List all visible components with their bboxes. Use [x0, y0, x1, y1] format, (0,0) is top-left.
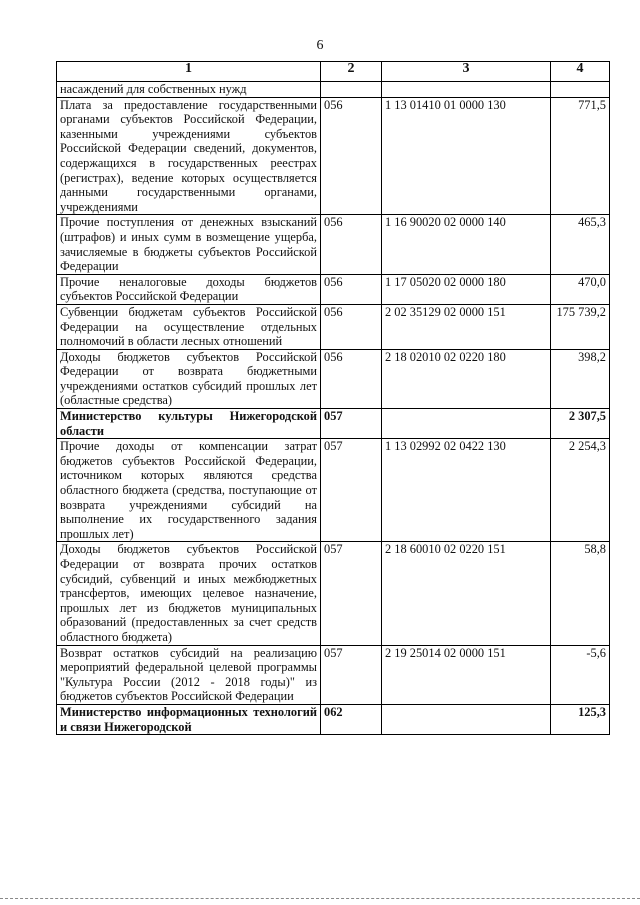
table-row: [57, 97, 610, 215]
table-row: [57, 542, 610, 645]
row-classification-code: [382, 704, 551, 734]
row-admin-code: 056: [321, 215, 382, 274]
table-header-row: [57, 62, 610, 82]
row-classification-code: 2 19 25014 02 0000 151: [382, 645, 551, 704]
row-description: Доходы бюджетов субъектов Российской Федерации от возврата прочих остатков субсидий, субвенций и иных межбюджетных трансфертов, имеющих целевое назначение, прошлых лет из бюджетов муниципальных образований (предоставленных за счет средств областного бюджета): [57, 542, 321, 645]
row-admin-code: 057: [321, 645, 382, 704]
row-admin-code: 057: [321, 439, 382, 542]
row-description: Прочие неналоговые доходы бюджетов субъектов Российской Федерации: [57, 274, 321, 304]
row-admin-code: 057: [321, 409, 382, 439]
row-classification-code: 1 13 01410 01 0000 130: [382, 97, 551, 215]
row-description: Министерство информационных технологий и связи Нижегородской: [57, 704, 321, 734]
column-header: 2: [321, 62, 382, 82]
row-classification-code: 1 17 05020 02 0000 180: [382, 274, 551, 304]
table-row: [57, 304, 610, 349]
row-admin-code: 056: [321, 274, 382, 304]
row-description: насаждений для собственных нужд: [57, 82, 321, 98]
row-description: Прочие доходы от компенсации затрат бюджетов субъектов Российской Федерации, источником которых являются средства областного бюджета (средства, поступающие от возврата учреждениями субсидий на выполнение их государственного задания прошлых лет): [57, 439, 321, 542]
row-admin-code: 056: [321, 304, 382, 349]
row-amount: 58,8: [551, 542, 610, 645]
row-admin-code: 056: [321, 97, 382, 215]
row-amount: 125,3: [551, 704, 610, 734]
row-amount: 470,0: [551, 274, 610, 304]
table-row: [57, 215, 610, 274]
table-row: [57, 82, 610, 98]
row-amount: 2 254,3: [551, 439, 610, 542]
column-header: 4: [551, 62, 610, 82]
row-amount: 771,5: [551, 97, 610, 215]
row-amount: 175 739,2: [551, 304, 610, 349]
column-header: 1: [57, 62, 321, 82]
table-row: [57, 349, 610, 408]
table-row: [57, 274, 610, 304]
row-classification-code: 2 18 02010 02 0220 180: [382, 349, 551, 408]
row-classification-code: 1 13 02992 02 0422 130: [382, 439, 551, 542]
row-amount: [551, 82, 610, 98]
table-row: [57, 439, 610, 542]
page-number: 6: [316, 38, 324, 53]
row-classification-code: 1 16 90020 02 0000 140: [382, 215, 551, 274]
row-admin-code: 057: [321, 542, 382, 645]
row-amount: 465,3: [551, 215, 610, 274]
row-classification-code: 2 02 35129 02 0000 151: [382, 304, 551, 349]
table-row: [57, 645, 610, 704]
row-amount: 398,2: [551, 349, 610, 408]
row-admin-code: 056: [321, 349, 382, 408]
row-description: Субвенции бюджетам субъектов Российской Федерации на осуществление отдельных полномочий в области лесных отношений: [57, 304, 321, 349]
row-amount: 2 307,5: [551, 409, 610, 439]
revenue-table: [56, 61, 610, 735]
row-admin-code: [321, 82, 382, 98]
table-row: [57, 409, 610, 439]
column-header: 3: [382, 62, 551, 82]
row-description: Министерство культуры Нижегородской области: [57, 409, 321, 439]
table-row: [57, 704, 610, 734]
scan-edge-line: [0, 898, 640, 900]
row-description: Прочие поступления от денежных взысканий (штрафов) и иных сумм в возмещение ущерба, зачисляемые в бюджеты субъектов Российской Федерации: [57, 215, 321, 274]
row-classification-code: [382, 82, 551, 98]
row-admin-code: 062: [321, 704, 382, 734]
row-classification-code: 2 18 60010 02 0220 151: [382, 542, 551, 645]
row-amount: -5,6: [551, 645, 610, 704]
row-description: Плата за предоставление государственными органами субъектов Российской Федерации, казенными учреждениями субъектов Российской Федерации сведений, документов, содержащихся в государственных реестрах (регистрах), ведение которых осуществляется данными государственными органами, учреждениями: [57, 97, 321, 215]
row-description: Доходы бюджетов субъектов Российской Федерации от возврата бюджетными учреждениями остатков субсидий прошлых лет (областные средства): [57, 349, 321, 408]
row-description: Возврат остатков субсидий на реализацию мероприятий федеральной целевой программы "Культура России (2012 - 2018 годы)" из бюджетов субъектов Российской Федерации: [57, 645, 321, 704]
row-classification-code: [382, 409, 551, 439]
